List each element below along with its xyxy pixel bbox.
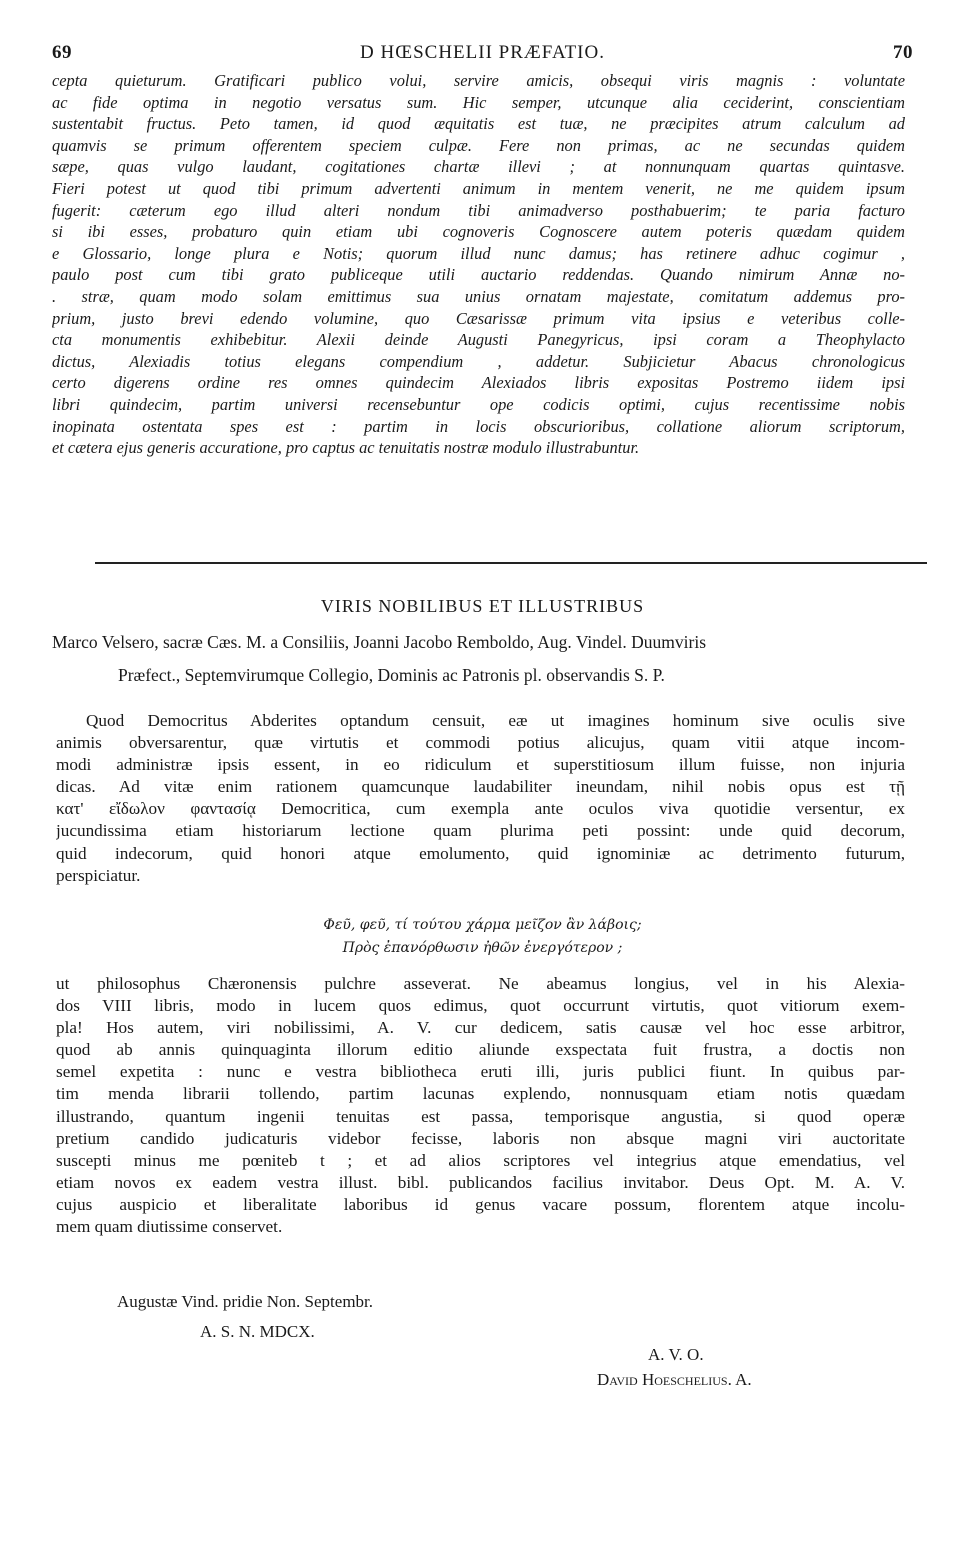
text-line: pla! Hos autem, viri nobilissimi, A. V. cur dedicem, satis causæ vel hoc esse arbitror, xyxy=(56,1018,905,1038)
text-line: cepta quieturum. Gratificari publico volui, servire amicis, obsequi viris magnis : voluntate xyxy=(52,71,905,90)
text-line: fugerit: cæterum ego illud alteri nondum tibi animadverso posthabuerim; te paria facturo xyxy=(52,200,905,220)
text-line: quid indecorum, quid honori atque emolumento, quid ignominiæ ac detrimento futurum, xyxy=(56,843,905,863)
text-line: κατ' εἴδωλον φαντασίᾳ Democritica, cum exempla ante oculos viva quotidie versentur, ex xyxy=(56,799,905,819)
page-number-right: 70 xyxy=(893,42,913,63)
dedication-title: VIRIS NOBILIBUS ET ILLUSTRIBUS xyxy=(320,596,645,616)
text-line: certo digerens ordine res omnes quindecim Alexiados libris expositas Postremo iidem ipsi xyxy=(52,373,905,393)
text-line: illustrando, quantum ingenii tenuitas est passa, temporisque angustia, si quod operæ xyxy=(56,1106,905,1126)
text-line: perspiciatur. xyxy=(56,865,141,885)
text-line: pretium candido judicaturis videbor fecisse, laboris non absque magni viri auctoritate xyxy=(56,1128,905,1148)
text-line: dictus, Alexiadis totius elegans compendium , addetur. Subjicietur Abacus chronologicus xyxy=(52,351,905,371)
text-line: sæpe, quas vulgo laudant, cogitationes chartæ illevi ; at nonnunquam quartas quintasve. xyxy=(52,157,905,177)
dedication-addressees: Marco Velsero, sacræ Cæs. M. a Consiliis, Joanni Jacobo Remboldo, Aug. Vindel. Duumviris xyxy=(52,632,707,652)
closing-place-date: Augustæ Vind. pridie Non. Septembr. xyxy=(117,1292,374,1311)
text-line: . stræ, quam modo solam emittimus sua unius ornatam majestate, comitatum addemus pro- xyxy=(52,286,905,306)
text-line: et cætera ejus generis accuratione, pro captus ac tenuitatis nostræ modulo illustrabuntur. xyxy=(52,438,640,458)
greek-quotation-line-1: Φεῦ, φεῦ, τί τούτου χάρμα μεῖζον ἂν λάβοις; xyxy=(323,917,642,933)
text-line: quamvis se primum offerentem speciem culpæ. Fere non primas, ac ne secundas quidem xyxy=(52,135,905,155)
text-line: Quod Democritus Abderites optandum censuit, eæ ut imagines hominum sive oculis sive xyxy=(86,711,905,730)
text-line: paulo post cum tibi grato publiceque utili auctario reddendas. Quando nimirum Annæ no- xyxy=(52,265,905,285)
text-line: semel expetita : nunc e vestra bibliotheca eruti illi, juris publici fiunt. In quibus par- xyxy=(56,1062,905,1082)
text-line: prium, justo brevi edendo volumine, quo Cæsarissæ primum vita ipsius e veteribus colle- xyxy=(52,308,905,328)
text-line: dos VIII libris, modo in lucem quos edimus, quot occurrunt virtutis, quot vitiorum exem- xyxy=(56,996,905,1016)
text-line: ut philosophus Chæronensis pulchre asseverat. Ne abeamus longius, vel in his Alexia- xyxy=(56,974,905,993)
closing-initials: A. V. O. xyxy=(648,1345,704,1364)
text-line: si ibi esses, probaturo quin etiam ubi cognoveris Cognoscere autem poteris quædam quidem xyxy=(52,222,905,242)
text-line: dicas. Ad vitæ enim rationem quamcunque laudabiliter ineundam, nihil nobis opus est τῇ xyxy=(56,777,905,797)
text-line: tim menda librarii tollendo, partim lacunas explendo, nonnusquam etiam notis quædam xyxy=(56,1084,905,1104)
text-line: mem quam diutissime conservet. xyxy=(56,1217,283,1237)
page-number-left: 69 xyxy=(52,42,72,63)
text-line: animis obversarentur, quæ virtutis et commodi potius alicujus, quam vitii atque incom- xyxy=(56,733,905,753)
running-head xyxy=(52,42,913,70)
text-line: cta monumentis exhibebitur. Alexii deinde Augusti Panegyricus, ipsi coram a Theophylacto xyxy=(52,330,905,350)
text-line: quod ab annis quinquaginta illorum editio aliunde exspectata fuit frustra, a doctis non xyxy=(56,1040,905,1060)
section-divider xyxy=(95,562,927,564)
text-line: e Glossario, longe plura e Notis; quorum illud nunc damus; has retinere adhuc cogimur , xyxy=(52,243,905,263)
text-line: ac fide optima in negotio versatus sum. Hic semper, utcunque alia ceciderint, conscientiam xyxy=(52,92,905,112)
dedication-addressees-cont: Præfect., Septemvirumque Collegio, Dominis ac Patronis pl. observandis S. P. xyxy=(118,665,665,685)
author-signature: David Hoeschelius. A. xyxy=(597,1370,752,1389)
closing-year: A. S. N. MDCX. xyxy=(200,1322,315,1341)
text-line: inopinata ostentata spes est : partim in locis obscurioribus, collatione aliorum scriptorum, xyxy=(52,416,905,436)
text-line: modi administræ ipsis essent, in eo ridiculum et superstitiosum illum fuisse, non injuria xyxy=(56,755,905,775)
text-line: etiam novos ex eadem vestra illust. bibl. publicandos facilius invitabor. Deus Opt. M. A. V. xyxy=(56,1172,905,1192)
text-line: libri quindecim, partim universi recensebuntur ope codicis optimi, cujus recentissime nobis xyxy=(52,394,905,414)
letter-paragraph-2 xyxy=(56,973,905,1238)
text-line: cujus auspicio et liberalitate laboribus id genus vacare possum, florentem atque incolu- xyxy=(56,1194,905,1214)
text-line: sustentabit fructus. Peto tamen, id quod æquitatis est tuæ, ne præcipites atrum calculum ad xyxy=(52,114,905,134)
letter-paragraph-1 xyxy=(56,710,905,887)
text-line: suscepti minus me pœniteb t ; et ad alios scriptores vel integrius atque emendatius, vel xyxy=(56,1150,905,1170)
text-line: jucundissima etiam historiarum lectione quam plurima peti possint: unde quid decorum, xyxy=(56,821,905,841)
preface-italic-text xyxy=(52,70,905,459)
page-title: D HŒSCHELII PRÆFATIO. xyxy=(360,42,605,63)
text-line: Fieri potest ut quod tibi primum advertenti animum in mentem venerit, ne me quidem ipsum xyxy=(52,178,905,198)
greek-quotation-line-2: Πρὸς ἐπανόρθωσιν ἠθῶν ἐνεργότερον ; xyxy=(342,940,623,956)
